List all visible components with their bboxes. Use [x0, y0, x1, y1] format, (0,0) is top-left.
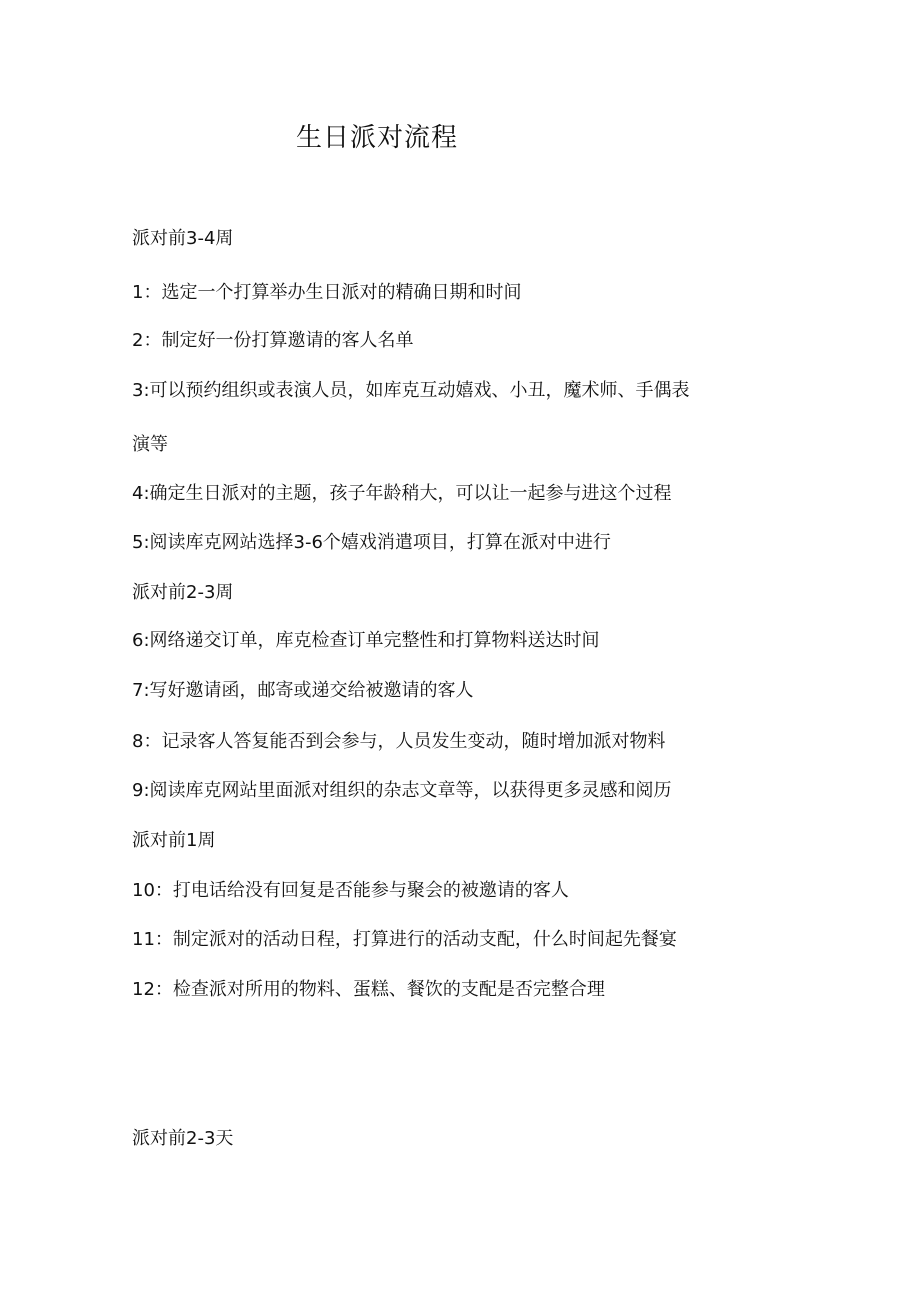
- step-6: 6:网络递交订单，库克检查订单完整性和打算物料送达时间: [132, 630, 600, 651]
- section-heading-2-3-days: 派对前2-3天: [132, 1128, 234, 1149]
- step-2: 2：制定好一份打算邀请的客人名单: [132, 330, 414, 351]
- step-9: 9:阅读库克网站里面派对组织的杂志文章等，以获得更多灵感和阅历: [132, 780, 672, 801]
- step-3-continued: 演等: [132, 434, 168, 455]
- section-heading-3-4-weeks: 派对前3-4周: [132, 228, 234, 249]
- step-3: 3:可以预约组织或表演人员，如库克互动嬉戏、小丑，魔术师、手偶表: [132, 380, 690, 401]
- step-7: 7:写好邀请函，邮寄或递交给被邀请的客人: [132, 680, 474, 701]
- step-5: 5:阅读库克网站选择3-6个嬉戏消遣项目，打算在派对中进行: [132, 532, 611, 553]
- step-1: 1：选定一个打算举办生日派对的精确日期和时间: [132, 282, 522, 303]
- step-12: 12：检查派对所用的物料、蛋糕、餐饮的支配是否完整合理: [132, 979, 605, 1000]
- step-8: 8：记录客人答复能否到会参与，人员发生变动，随时增加派对物料: [132, 731, 666, 752]
- step-11: 11：制定派对的活动日程，打算进行的活动支配，什么时间起先餐宴: [132, 929, 677, 950]
- section-heading-2-3-weeks: 派对前2-3周: [132, 582, 234, 603]
- section-heading-1-week: 派对前1周: [132, 830, 216, 851]
- step-4: 4:确定生日派对的主题，孩子年龄稍大，可以让一起参与进这个过程: [132, 483, 672, 504]
- document-title: 生日派对流程: [296, 123, 459, 153]
- step-10: 10：打电话给没有回复是否能参与聚会的被邀请的客人: [132, 880, 569, 901]
